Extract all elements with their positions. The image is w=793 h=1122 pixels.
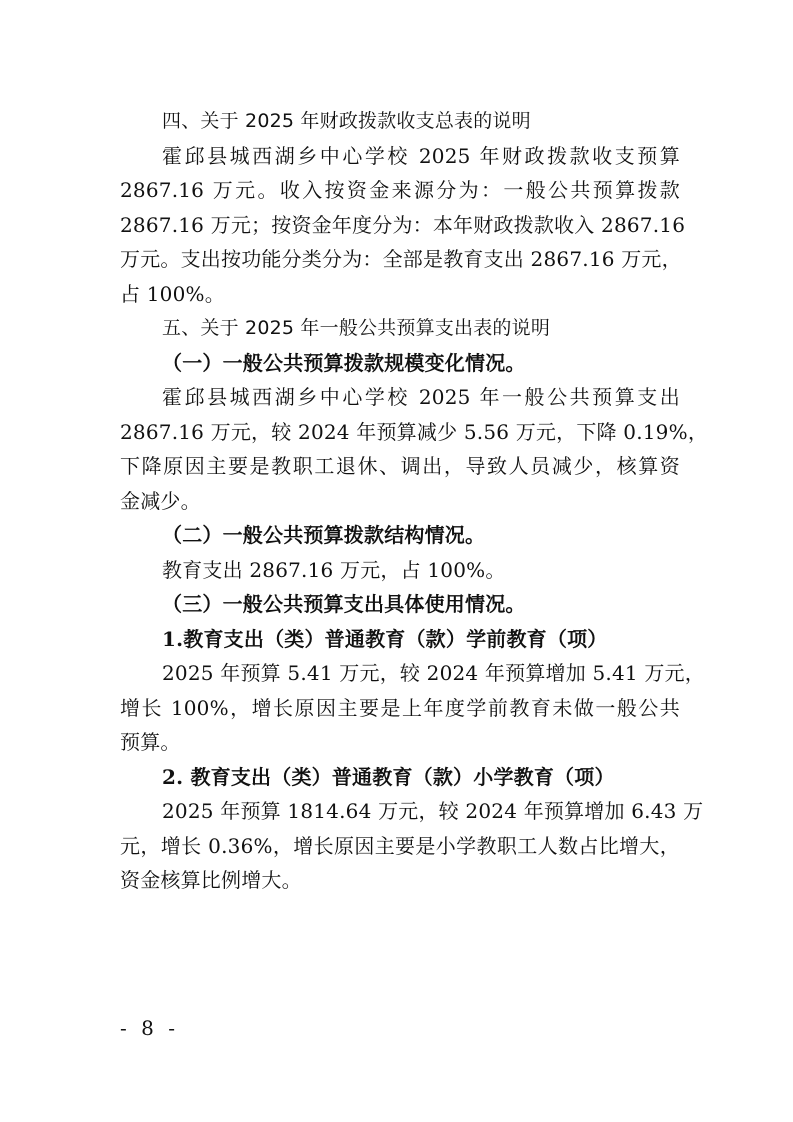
paragraph-line: 2867.16 万元；按资金年度分为：本年财政拨款收入 2867.16: [120, 212, 686, 237]
paragraph-line: 占 100%。: [120, 281, 225, 306]
paragraph-line: 金减少。: [120, 488, 201, 513]
paragraph-line: 2025 年预算 5.41 万元，较 2024 年预算增加 5.41 万元，: [162, 661, 705, 685]
paragraph-line: 2867.16 万元。收入按资金来源分为：一般公共预算拨款: [120, 178, 680, 202]
section-heading-4: 四、关于 2025 年财政拨款收支总表的说明: [162, 110, 531, 132]
item-heading-1: 1.教育支出（类）普通教育（款）学前教育（项）: [162, 626, 608, 651]
item-heading-2: 2. 教育支出（类）普通教育（款）小学教育（项）: [162, 764, 615, 789]
paragraph-line: 增长 100%，增长原因主要是上年度学前教育未做一般公共: [120, 695, 680, 720]
paragraph-line: 下降原因主要是教职工退休、调出，导致人员减少，核算资: [120, 454, 680, 478]
subheading-2: （二）一般公共预算拨款结构情况。: [162, 523, 486, 547]
paragraph-line: 2025 年预算 1814.64 万元，较 2024 年预算增加 6.43 万: [162, 799, 704, 823]
subheading-1: （一）一般公共预算拨款规模变化情况。: [162, 350, 526, 375]
paragraph-line: 预算。: [120, 730, 181, 754]
paragraph-line: 万元。支出按功能分类分为：全部是教育支出 2867.16 万元，: [120, 247, 682, 271]
page-body: [120, 104, 709, 898]
subheading-3: （三）一般公共预算支出具体使用情况。: [162, 592, 526, 616]
paragraph-line: 元，增长 0.36%，增长原因主要是小学教职工人数占比增大，: [120, 833, 680, 858]
paragraph-line: 霍邱县城西湖乡中心学校 2025 年财政拨款收支预算: [162, 143, 680, 168]
paragraph-line: 霍邱县城西湖乡中心学校 2025 年一般公共预算支出: [162, 385, 680, 409]
page-number: - 8 -: [120, 1016, 179, 1040]
paragraph-line: 资金核算比例增大。: [120, 868, 302, 892]
paragraph-line: 2867.16 万元，较 2024 年预算减少 5.56 万元，下降 0.19%，: [120, 419, 709, 444]
paragraph-line: 教育支出 2867.16 万元，占 100%。: [162, 557, 506, 582]
section-heading-5: 五、关于 2025 年一般公共预算支出表的说明: [162, 317, 551, 339]
